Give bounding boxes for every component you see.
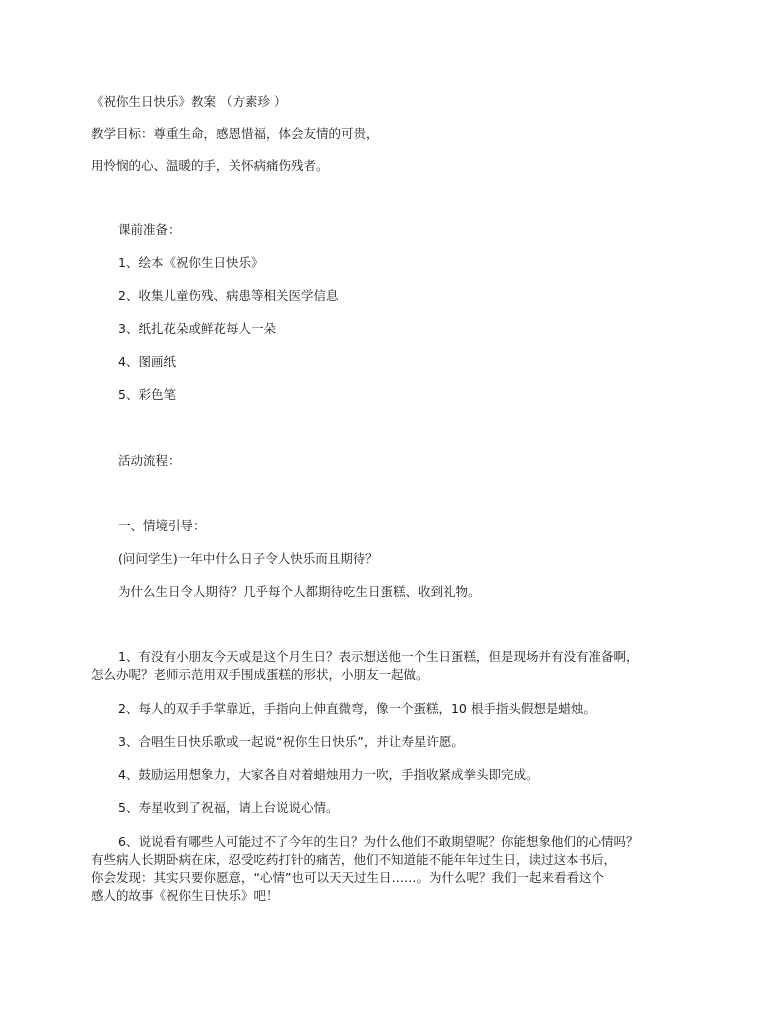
- prep-item: 5、彩色笔: [118, 387, 176, 402]
- prep-heading: 课前准备：: [118, 222, 181, 237]
- prep-item: 3、纸扎花朵或鲜花每人一朵: [118, 321, 276, 336]
- step-3: 3、合唱生日快乐歌或一起说“祝你生日快乐”，并让寿星许愿。: [118, 734, 464, 749]
- section-1-heading: 一、情境引导：: [118, 518, 206, 533]
- step-4: 4、鼓励运用想象力，大家各自对着蜡烛用力一吹，手指收紧成拳头即完成。: [118, 767, 539, 782]
- step-6-line-1: 6、说说看有哪些人可能过不了今年的生日？为什么他们不敢期望呢？你能想象他们的心情吗？: [118, 834, 639, 849]
- flow-heading: 活动流程：: [118, 453, 181, 468]
- section-1-question-2: 为什么生日令人期待？几乎每个人都期待吃生日蛋糕、收到礼物。: [118, 584, 481, 599]
- step-1-line-2: 怎么办呢？老师示范用双手围成蛋糕的形状，小朋友一起做。: [91, 667, 429, 682]
- section-1-question-1: (问问学生)一年中什么日子令人快乐而且期待？: [118, 551, 378, 566]
- step-6-line-3: 你会发现：其实只要你愿意，“心情”也可以天天过生日……。为什么呢？我们一起来看看这个: [91, 870, 604, 885]
- step-5: 5、寿星收到了祝福，请上台说说心情。: [118, 800, 339, 815]
- document-title: 《祝你生日快乐》教案 （方素珍 ）: [91, 94, 287, 109]
- step-2: 2、每人的双手手掌靠近，手指向上伸直微弯，像一个蛋糕，10 根手指头假想是蜡烛。: [118, 701, 596, 716]
- goal-line-2: 用怜悯的心、温暖的手，关怀病痛伤残者。: [91, 158, 329, 173]
- prep-item: 1、绘本《祝你生日快乐》: [118, 255, 264, 270]
- prep-item: 4、图画纸: [118, 354, 176, 369]
- step-1-line-1: 1、有没有小朋友今天或是这个月生日？表示想送他一个生日蛋糕，但是现场并有没有准备啊，: [118, 649, 639, 664]
- goal-line-1: 教学目标：尊重生命，感恩惜福，体会友情的可贵，: [91, 126, 379, 141]
- step-6-line-2: 有些病人长期卧病在床，忍受吃药打针的痛苦，他们不知道能不能年年过生日，读过这本书后，: [91, 852, 617, 867]
- prep-item: 2、收集儿童伤残、病患等相关医学信息: [118, 288, 339, 303]
- step-6-line-4: 感人的故事《祝你生日快乐》吧！: [91, 888, 279, 903]
